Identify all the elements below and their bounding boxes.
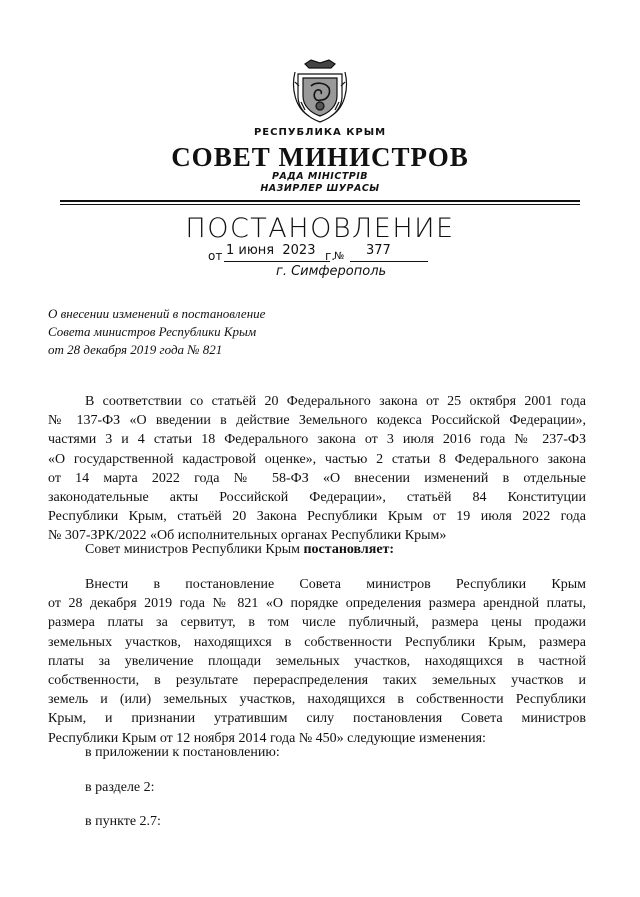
- title-line: Совета министров Республики Крым: [48, 324, 257, 339]
- section-clause: в разделе 2:: [85, 780, 155, 795]
- number-underline: [350, 261, 428, 262]
- paragraph-line: от 14 марта 2022 года № 58-ФЗ «О внесении изменений в отдельные: [48, 470, 586, 486]
- paragraph-line: законодательные акты Российской Федерации», статьёй 84 Конституции: [48, 490, 586, 506]
- paragraph-line: от 28 декабря 2019 года № 821 «О порядке определения размера арендной платы,: [48, 596, 586, 612]
- header-divider-thin: [60, 204, 580, 205]
- resolution-text: Совет министров Республики Крым: [85, 542, 304, 557]
- paragraph-line: Республики Крым от 12 ноября 2014 года № 450» следующие изменения:: [48, 730, 486, 746]
- decree-number: 377: [366, 243, 391, 258]
- header-divider: [60, 200, 580, 202]
- paragraph-line: земельных участков, находящихся в собственности Республики Крым, размера: [48, 634, 586, 650]
- council-name-crimean-tatar: НАЗИРЛЕР ШУРАСЫ: [260, 183, 380, 194]
- resolution-verb: постановляет:: [303, 542, 395, 557]
- decree-city: г. Симферополь: [276, 264, 387, 279]
- preamble-paragraph: [48, 392, 586, 546]
- paragraph-line: размера платы за сервитут, в том числе публичный, размера цены продажи: [48, 615, 586, 631]
- title-line: О внесении изменений в постановление: [48, 306, 266, 321]
- paragraph-line: «О государственной кадастровой оценке», частью 2 статьи 8 Федерального закона: [48, 451, 586, 467]
- appendix-clause: в приложении к постановлению:: [85, 745, 280, 760]
- decree-title: [48, 305, 265, 359]
- paragraph-line: № 307-ЗРК/2022 «Об исполнительных органах Республики Крым»: [48, 528, 447, 544]
- title-line: от 28 декабря 2019 года № 821: [48, 342, 223, 357]
- council-name-ukrainian: РАДА МІНІСТРІВ: [271, 171, 369, 182]
- resolution-statement: [85, 542, 485, 558]
- decree-date: 1 июня 2023: [226, 243, 316, 258]
- republic-name: РЕСПУБЛИКА КРЫМ: [253, 127, 387, 138]
- paragraph-line: платы за увеличение площади земельных участков, находящихся в частной: [48, 653, 586, 669]
- paragraph-line: Крым, и признании утратившим силу постановления Совета министров: [48, 711, 586, 727]
- number-prefix: №: [334, 251, 345, 262]
- paragraph-line: собственности, в результате перераспределения таких земельных участков и: [48, 673, 586, 689]
- paragraph-line: земель и (или) земельных участков, находящихся в собственности Республики: [48, 692, 586, 708]
- paragraph-line: Внести в постановление Совета министров Республики Крым: [85, 577, 586, 592]
- paragraph-line: частями 3 и 4 статьи 18 Федерального закона от 3 июля 2016 года № 237-ФЗ: [48, 432, 586, 448]
- year-suffix: г.: [325, 249, 336, 263]
- council-name: СОВЕТ МИНИСТРОВ: [171, 142, 469, 172]
- point-clause: в пункте 2.7:: [85, 814, 161, 829]
- date-underline: [224, 261, 330, 262]
- amendment-paragraph: [48, 575, 586, 748]
- decree-date-line: [208, 243, 448, 263]
- crimea-coat-of-arms-icon: [291, 58, 349, 124]
- document-type: ПОСТАНОВЛЕНИЕ: [185, 213, 455, 244]
- paragraph-line: В соответствии со статьёй 20 Федерального закона от 25 октября 2001 года: [85, 394, 586, 409]
- paragraph-line: Республики Крым, статьёй 20 Закона Республики Крым от 19 июля 2022 года: [48, 509, 586, 525]
- paragraph-line: № 137-ФЗ «О введении в действие Земельного кодекса Российской Федерации»,: [48, 413, 586, 429]
- date-prefix: от: [208, 249, 223, 263]
